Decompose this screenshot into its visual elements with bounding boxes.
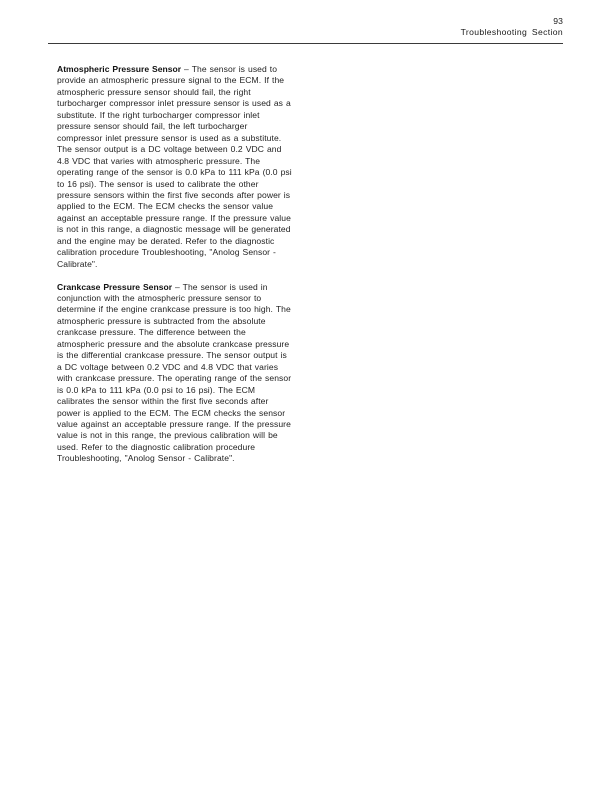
running-header (48, 16, 563, 39)
page-number: 93 (553, 16, 563, 26)
body-text-column (57, 64, 293, 465)
paragraph-body-text: The sensor is used to provide an atmospheric pressure signal to the ECM. If the atmospheric pressure sensor should fail, the right turbocharger compressor inlet pressure sensor is used as a substitute. If the right turbocharger compressor inlet pressure sensor should fail, the left turbocharger compressor inlet pressure sensor is used as a substitute. The sensor output is a DC voltage between 0.2 VDC and 4.8 VDC that varies with atmospheric pressure. The operating range of the sensor is 0.0 kPa to 111 kPa (0.0 psi to 16 psi). The sensor is used to calibrate the other pressure sensors within the first five seconds after power is applied to the ECM. The ECM checks the sensor value against an acceptable pressure range. If the pressure value is not in this range, a diagnostic message will be generated and the engine may be derated. Refer to the diagnostic calibration procedure Troubleshooting, "Anolog Sensor - Calibrate". (57, 64, 292, 269)
header-section-title: Troubleshooting Section (460, 27, 563, 38)
paragraph-body-text: The sensor is used in conjunction with the atmospheric pressure sensor to determine if the engine crankcase pressure is too high. The atmospheric pressure is subtracted from the absolute crankcase pressure. The difference between the atmospheric pressure and the absolute crankcase pressure is the differential crankcase pressure. The sensor output is a DC voltage between 0.2 VDC and 4.8 VDC that varies with crankcase pressure. The operating range of the sensor is 0.0 kPa to 111 kPa (0.0 psi to 16 psi). The ECM calibrates the sensor within the first five seconds after power is applied to the ECM. The ECM checks the sensor value against an acceptable pressure range. If the pressure value is not in this range, the previous calibration will be used. Refer to the diagnostic calibration procedure Troubleshooting, "Anolog Sensor - Calibrate". (57, 281, 292, 464)
header-divider-rule (48, 43, 563, 44)
paragraph-crankcase-pressure-sensor (57, 282, 293, 465)
term-heading-atmospheric-pressure-sensor: Atmospheric Pressure Sensor (57, 64, 182, 74)
paragraph-atmospheric-pressure-sensor (57, 64, 293, 270)
term-dash: – (172, 281, 183, 292)
term-heading-crankcase-pressure-sensor: Crankcase Pressure Sensor (57, 281, 173, 292)
term-dash: – (181, 64, 192, 74)
